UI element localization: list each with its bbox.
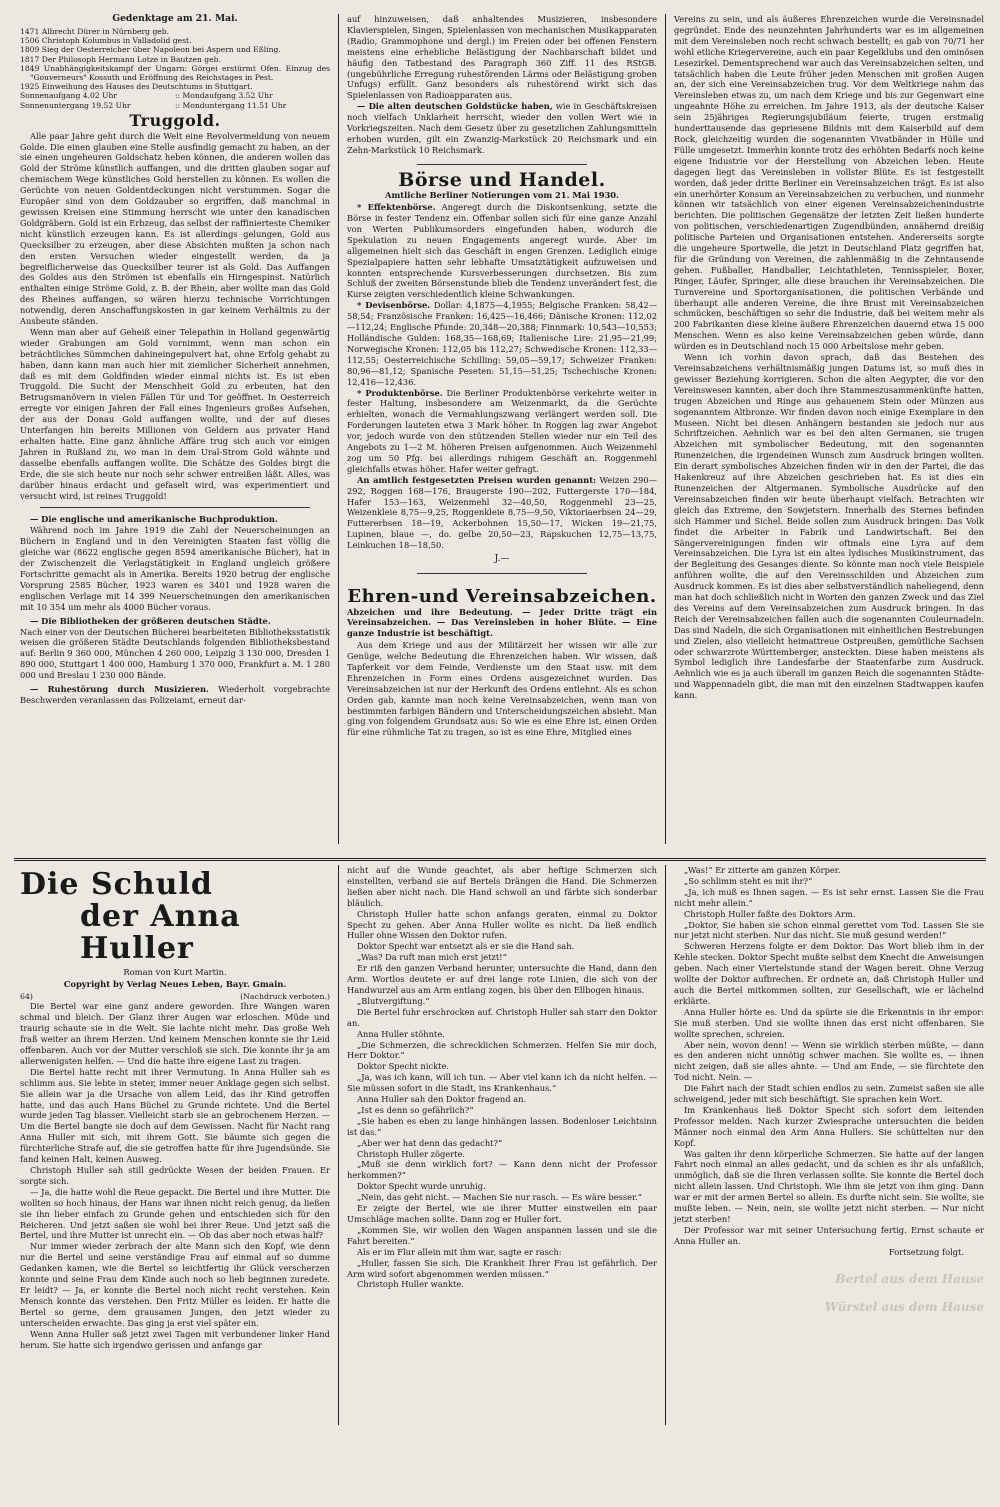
novel-paragraph: „Ja, ich muß es Ihnen sagen. — Es ist sehr ernst. Lassen Sie die Frau nicht mehr allein.“ — [674, 886, 984, 908]
anniversary-item: 1849 Unabhängigkeitskampf der Ungarn: Görgei erstürmt Ofen. Einzug des "Gouverneurs" Kossuth und Eröffnung des Reichstages in Pest. — [20, 63, 330, 82]
sunrise: Sonnenaufgang 4.02 Uhr — [20, 91, 117, 101]
noise-continuation: auf hinzuweisen, daß anhaltendes Musizieren, insbesondere Klavierspielen, Singen, Spielenlassen von mechanischen Musikapparaten (Radio, Grammophone und dergl.) im Freien oder bei offenen Fenstern meistens eine erhebliche Belästigung der Nachbarschaft bildet und häufig den Tatbestand des Paragraph 360 Ziff. 11 des RStGB. (ungebührliche Erregung ruhestörenden Lärms oder Belästigung groben Unfugs) erfüllt. Ganz besonders als ruhestörend wirkt sich das Spielenlassen von Radioapparaten aus. — [347, 14, 657, 101]
column-2 — [341, 14, 663, 844]
column-rule — [338, 14, 339, 844]
novel-column-3 — [668, 865, 990, 1425]
faded-bleedthrough-2: Würstel aus dem Hause — [824, 1299, 984, 1314]
novel-paragraph: „Was? Da ruft man mich erst jetzt!“ — [357, 952, 507, 963]
faded-bleedthrough-1: Bertel aus dem Hause — [835, 1271, 984, 1286]
novel-paragraph: Die Bertel war eine ganz andere geworden. Ihre Wangen waren schmal und bleich. Der Glanz ihrer Augen war erloschen. Müde und traurig schaute sie in die Welt. Sie lachte nicht mehr. Das große Weh fraß weiter an ihrem Herzen. Und keinem Menschen konnte sie ihr Leid offenbaren. Auch vor der Mutter verschloß sie sich. Die konnte ihr ja am allerwenigsten helfen. — Und die hatte ihre eigene Last zu tragen. — [20, 1001, 330, 1066]
anniversary-item: 1817 Der Philosoph Hermann Lotze in Bautzen geb. — [20, 54, 221, 64]
novel-paragraph: Anna Huller sah den Doktor fragend an. — [357, 1094, 527, 1105]
reprint-notice: (Nachdruck verboten.) — [240, 991, 330, 1001]
novel-paragraph: Aber nein, wovon denn! — Wenn sie wirklich sterben müßte, — dann es den anderen nicht unnötig schwer machen. Sie wollte es, — ihnen nicht zeigen, daß sie alles ahnte. — Und am Ende, — sie fürchtete den Tod nicht. Nein. — — [674, 1039, 984, 1083]
novel-paragraph: Schweren Herzens folgte er dem Doktor. Das Wort blieb ihm in der Kehle stecken. Doktor Specht mußte selbst dem Knecht die Anweisungen geben. Nach einer Viertelstunde stand der Wagen bereit. Ohne Verzug wollte der Doktor aufbrechen. Er ordnete an, daß Christoph Huller und auch die Bertel mitkommen sollten, zur Gesellschaft, wie er lächelnd erklärte. — [674, 941, 984, 1006]
produce-paragraph: Die Berliner Produktenbörse verkehrte weiter in fester Haltung, insbesondere am Weizenmarkt, da die Gerüchte erhielten, wonach die Vermahlungszwang verlängert werden soll. Die Forderungen lauteten etwa 3 Mark höher. In Roggen lag zwar Angebot vor, jedoch wurde von den stützenden Stellen wieder nur ein Teil des Angebots zu 1—2 M. höheren Preisen aufgenommen. Auch Weizenmehl zog um 50 Pfg. bei allerdings ruhigem Geschäft an. Roggenmehl gleichfalls etwas höher. Hafer weiter gefragt. — [347, 387, 657, 474]
securities-label: * Effektenbörse. — [357, 202, 436, 213]
badges-title: Ehren-und Vereinsabzeichen. — [347, 586, 657, 607]
libraries-paragraph: Nach einer von der Deutschen Bücherei bearbeiteten Bibliotheksstatistik weisen die größeren Städte Deutschlands folgenden Bibliotheksbestand auf: Berlin 9 360 000, München 4 260 000, Leipzig 3 130 000, Dresden 1 890 000, Stuttgart 1 400 000, Hamburg 1 370 000, Frankfurt a. M. 1 280 000 und Breslau 1 230 000 Bände. — [20, 626, 330, 681]
novel-paragraph: „Aber wer hat denn das gedacht?“ — [357, 1137, 503, 1148]
astronomy-times — [20, 91, 330, 109]
column-rule — [665, 865, 666, 1425]
column-1 — [14, 14, 336, 844]
anniversary-item: 1809 Sieg der Oesterreicher über Napoleon bei Aspern und Eßling. — [20, 45, 281, 55]
currency-label: * Devisenbörse. — [357, 300, 431, 311]
divider — [417, 573, 587, 574]
anniversaries-title: Gedenktage am 21. Mai. — [112, 14, 238, 24]
novel-paragraph: Anna Huller hörte es. Und da spürte sie die Erkenntnis in ihr empor: Sie muß sterben. Und sie wollte ihnen das erst nicht offenbaren. Sie wollte sprechen, schreien. — [674, 1006, 984, 1039]
novel-paragraph: „Ja, was ich kann, will ich tun. — Aber viel kann ich da nicht helfen. — Sie müssen sofort in die Stadt, ins Krankenhaus.“ — [347, 1072, 657, 1094]
badges-paragraph: Aus dem Kriege und aus der Militärzeit her wissen wir alle zur Genüge, welche Bedeutung die Ehrenzeichen haben. Wir wissen, daß Tapferkeit vor dem Feinde, Verdienste um den Staat usw. mit dem Ehrenzeichen in Form eines Ordens ausgezeichnet wurden. Das Vereinsabzeichen ist nur der Herkunft des Ordens entlehnt. Als es schon Orden gab, kannte man noch keine Vereinsabzeichen, wenn man von bestimmten farbigen Bändern und Unterscheidungszeichen absieht. Man ging von folgendem Grundsatz aus: So wie es eine Ehre ist, einen Orden für eine rühmliche Tat zu tragen, so ist es eine Ehre, Mitglied eines — [347, 640, 657, 738]
novel-paragraph: Die Bertel fuhr erschrocken auf. Christoph Huller sah starr den Doktor an. — [347, 1006, 657, 1028]
novel-paragraph: Im Krankenhaus ließ Doktor Specht sich sofort dem leitenden Professor melden. Nach kurzer Zwiesprache untersuchten die beiden Männer noch einmal den Arm Anna Hullers. Sie schüttelten nur den Kopf. — [674, 1104, 984, 1148]
novel-paragraph: „Nein, das geht nicht. — Machen Sie nur rasch. — Es wäre besser.“ — [357, 1192, 642, 1203]
book-production-title: — Die englische und amerikanische Buchproduktion. — [30, 514, 278, 525]
section-rule — [14, 858, 986, 861]
truggold-paragraph: Wenn man aber auf Geheiß einer Telepathin in Holland gegenwärtig wieder Grabungen am Gold vornimmt, wenn man schon ein beträchtliches Sümmchen dahineingepulvert hat, ohne Erfolg gehabt zu haben, dann kann man auch hier mit ziemlicher Sicherheit annehmen, daß es mit dem Goldfinden wieder einmal nichts ist. Es ist eben Truggold. Die Sucht der Menschheit Gold zu erbeuten, hat den Betrugsmanövern in vielen Fällen Tür und Tor geöffnet. In Oesterreich erregte vor einigen Jahren der Fall eines Ingenieurs großes Aufsehen, der aus der Donau Gold auffangen wollte, und der auf dieses Unterfangen hin bereits Millionen von Geldern aus privater Hand erhalten hatte. Eine ganz ähnliche Affäre trug sich auch vor einigen Jahren in Rußland zu, wo man in dem Ural-Strom Gold wähnte und dasselbe ebenfalls auffangen wollte. Die Schätze des Goldes birgt die Erde, die sie sich heute nur noch sehr schwer entreißen läßt. Alles, was darüber hinaus erdacht und gefaselt wird, was experimentiert und versucht wird, ist reines Truggold! — [20, 326, 330, 501]
anniversary-item: 1471 Albrecht Dürer in Nürnberg geb. — [20, 26, 170, 36]
divider — [417, 164, 587, 165]
novel-paragraph: Anna Huller stöhnte. — [357, 1028, 445, 1039]
securities-paragraph: Angeregt durch die Diskontsenkung, setzte die Börse in fester Tendenz ein. Offenbar sollen sich für eine ganze Anzahl von Werten Publikumsorders eingefunden haben, wodurch die Spekulation zu neuen Engagements angeregt wurde. Aber im allgemeinen hielt sich das Geschäft in engen Grenzen. Lediglich einige Spezialpapiere hatten sehr lebhafte Umsatztätigkeit aufzuweisen und konnten entsprechende Kursverbesserungen durchsetzen. Bis zum Schluß der zweiten Börsenstunde blieb die Tendenz unverändert fest, die Kurse zeigten verschiedentlich kleine Schwankungen. — [347, 202, 658, 300]
novel-paragraph: „Ist es denn so gefährlich?“ — [357, 1104, 474, 1115]
novel-paragraph: Doktor Specht wurde unruhig. — [357, 1181, 486, 1192]
currency-paragraph: Dollar: 4,1875—4,1955; Belgische Franken: 58,42—58,54; Französische Franken: 16,425—16,466; Dänische Kronen: 112,02—112,24; Englische Pfunde: 20,348—20,388; Finnmark: 10,543—10,553; Holländische Gulden: 168,35—168,69; Italienische Lire: 21,95—21,99; Norwegische Kronen: 112,05 bis 112,27; Schwedische Kronen: 112,33—112,55; Oesterreichische Schilling: 59,05—59,17; Schweizer Franken: 80,96—81,12; Spanische Peseten: 51,15—51,25; Tschechische Kronen: 12,416—12,436. — [347, 300, 658, 387]
novel-paragraph: Christoph Huller faßte des Doktors Arm. — [684, 908, 856, 919]
novel-paragraph: Nur immer wieder zerbrach der alte Mann sich den Kopf, wie denn nur die Bertel und seine verständige Frau auf einmal auf so dumme Gedanken kamen, wie die Bertel so leichtfertig ihr Glück verscherzen konnte und seine Frau dem Kinde auch noch so lieb beginnen zuredete. Er leidt? — Ja, er konnte die Bertel noch nicht recht verstehen. Kein Mensch konnte das verstehen. Den Fritz Müller es leiden. Er hatte die Bertel so gerne, dem grausamen Jungen, den jetzt wieder zu unterscheiden erwachte. Das ging ja erst viel später ein. — [20, 1241, 330, 1328]
truggold-paragraph: Alle paar Jahre geht durch die Welt eine Revolvermeldung von neuem Golde. Die einen glauben eine Stelle ausfindig gemacht zu haben, an der sie einen ungeheuren Goldschatz heben können, die anderen wollen das Gold der Ströme künstlich auffangen, und die dritten glauben sogar auf chemischem Wege künstliches Gold herstellen zu können. Es wollen die Gerüchte von neuen Goldentdeckungen nicht verstummen. Sogar die Europäer sind von dem Goldzauber so ergriffen, daß manchmal in gewissen Kreisen eine Stimmung herrscht wie unter den kanadischen Goldgräbern. Gold ist ein Erbzeug, das selbst der raffinierteste Chemiker nicht künstlich erzeugen kann. Es ist allerdings gelungen, Gold aus Quecksilber zu erzeugen, aber diese Absichten mußten ja schon nach den ersten Versuchen wieder eingestellt werden, da ja begreiflicherweise das Quecksilber teurer ist als Gold. Das Auffangen des Goldes aus den Strömen ist ebenfalls ein Hirngespinst. Natürlich enthalten einige Ströme Gold, z. B. der Rhein, aber wollte man das Gold des Rheines auffangen, so wären hierzu technische Vorrichtungen notwendig, deren Anschaffungskosten in gar keinem Verhältnis zu der Ausbeute ständen. — [20, 130, 330, 327]
novel-column-2 — [341, 865, 663, 1425]
gold-coins-paragraph: wie in Geschäftskreisen noch vielfach Unklarheit herrscht, wieder den vollen Wert wie in Vorkriegszeiten. Nach dem Gesetz über zu gesetzlichen Zahlungsmitteln erhoben wurden, gilt ein Zwanzig-Markstück 20 Reichsmark und ein Zehn-Markstück 10 Reichsmark. — [347, 101, 658, 155]
top-section — [14, 14, 986, 844]
badges-continuation: Vereins zu sein, und als äußeres Ehrenzeichen wurde die Vereinsnadel gegründet. Ende des neunzehnten Jahrhunderts war es im allgemeinen mit dem Vereinsleben noch recht schwach bestellt; es gab von 70/71 her wohl etliche Kriegervereine, auch ein paar Kegelklubs und den ominösen Lesezirkel. Dementsprechend war auch das Vereinsabzeichen selten, und tatsächlich haben die Leute früher jeden Menschen mit großen Augen an, der sich eine Vereinsabzeichen trug. Vor dem Weltkriege nahm das Vereinsleben etwas zu, um nach dem Kriege und bis zur Gegenwart eine ungeahnte Höhe zu erreichen. Im Jahre 1913, als der deutsche Kaiser sein 25jähriges Regierungsjubiläum feierte, trugen erstmalig hunderttausende das gepriesene Bildnis mit dem Kaiserbild auf dem Rock, gleichzeitig wurden die sogenannten Vivatbänder in Hülle und Fülle umgesetzt. Immerhin konnte trotz des erhöhten Bedarfs noch keine eigene Industrie vor der Herstellung von Abzeichen leben. Heute dagegen liegt das Vereinsleben in vollster Blüte. Es ist festgestellt worden, daß jeder dritte Berliner ein Vereinsabzeichen trägt. Es ist also ein unerhörter Konsum an Vereinsabzeichen zu verbuchen, und nunmehr können wir tatsächlich von einer eigenen Vereinsabzeichenindustrie berichten. Die politischen Gegensätze der letzten Zeit ließen hunderte von politischen, verschiedenartigen Zugendbünden, annähernd dreißig politische Parteien und Organisationen entstehen. Andererseits sorgte die ungeheure Sportwelle, die jetzt in Deutschland Platz gegriffen hat, für die Gründung von Vereinen, die zahlenmäßig in die Zehntausende gehen. Fußballer, Handballer, Leichtathleten, Tennisspieler, Boxer, Ringer, Läufer, Springer, alle diese brauchen ihr Vereinsabzeichen. Die Turnvereine und Sportorganisationen, die politischen Verbände und überhaupt alle anderen Vereine, die ihre Brust mit Vereinsabzeichen schmücken, beschäftigen so sehr die Industrie, daß bei weitem mehr als 200 Fabrikanten diese kleine äußere Ehrenzeichen dauernd etwa 15 000 Menschen. Wenn es also keine Vereinsabzeichen geben würde, dann würden es in Deutschland noch 15 000 Arbeitslose mehr geben. — [674, 14, 984, 352]
column-rule — [338, 865, 339, 1425]
novel-title-line-2: der Anna Huller — [80, 899, 241, 966]
novel-paragraph: Er riß den ganzen Verband herunter, untersuchte die Hand, dann den Arm. Wortlos deutete er auf drei lange rote Linien, die sich von der Handwurzel aus am Arm entlang zogen, bis über den Ellbogen hinaus. — [347, 963, 657, 995]
produce-label: * Produktenbörse. — [357, 387, 443, 398]
novel-paragraph: „So schlimm steht es mit ihr?“ — [684, 875, 813, 886]
novel-paragraph: „Sie haben es eben zu lange hinhängen lassen. Bodenloser Leichtsinn ist das.“ — [347, 1115, 657, 1137]
official-prices-paragraph: Weizen 290—292, Roggen 168—176, Braugerste 190—202, Futtergerste 170—184, Hafer 153—163, Weizenmehl 32—40,50, Roggenmehl 23—25, Weizenkleie 8,75—9,25, Roggenkleie 8,75—9,50, Viktoriaerbsen 24—29, Futtererbsen 18—19, Ackerbohnen 15,50—17, Wicken 19—21,75, Lupinen, blaue —, do. gelbe 20,50—23, Rapskuchen 12,75—13,75, Leinkuchen 18—18,50. — [347, 474, 657, 551]
column-rule — [665, 14, 666, 844]
installment-number: 64) — [20, 991, 33, 1001]
stock-exchange-subtitle: Amtliche Berliner Notierungen vom 21. Mai 1930. — [385, 189, 619, 200]
gold-coins-title: — Die alten deutschen Goldstücke haben, — [357, 101, 553, 112]
to-be-continued: Fortsetzung folgt. — [888, 1246, 964, 1257]
novel-paragraph: „Huller, fassen Sie sich. Die Krankheit Ihrer Frau ist gefährlich. Der Arm wird sofort abgenommen werden müssen.“ — [347, 1257, 657, 1279]
novel-section — [14, 865, 986, 1425]
column-3 — [668, 14, 990, 844]
novel-paragraph: Christoph Huller zögerte. — [357, 1148, 466, 1159]
novel-meta — [20, 992, 330, 1002]
novel-paragraph: Doktor Specht nickte. — [357, 1061, 450, 1072]
badges-subtitle: Abzeichen und ihre Bedeutung. — Jeder Dritte trägt ein Vereinsabzeichen. — Das Vereinsleben in hoher Blüte. — Eine ganze Industrie ist beschäftigt. — [347, 606, 657, 638]
moonrise: :: Mondaufgang 3.52 Uhr — [175, 91, 273, 101]
anniversary-item: 1506 Christoph Kolumbus in Valladolid gest. — [20, 36, 192, 46]
novel-paragraph: nicht auf die Wunde geachtet, als aber heftige Schmerzen sich einstellten, verband sie auf Bertels Drängen die Hand. Die Schmerzen ließen aber nicht nach. Die Hand schwoll an und färbte sich sonderbar bläulich. — [347, 865, 657, 908]
noise-paragraph: Wiederholt vorgebrachte Beschwerden veranlassen das Polizeiamt, erneut dar- — [20, 684, 330, 705]
stock-exchange-title: Börse und Handel. — [398, 168, 606, 191]
anniversary-item: 1925 Einweihung des Hauses des Deutschtums in Stuttgart. — [20, 82, 253, 92]
novel-paragraph: Christoph Huller wankte. — [357, 1279, 464, 1290]
badges-paragraph: Wenn ich vorhin davon sprach, daß das Bestehen des Vereinsabzeichens verhältnismäßig jungen Datums ist, so muß dies in gewisser Beziehung korrigieren. Schon die alten Aegypter, die vor den Vereinswesen kannten, aber doch ihre Stammeszusammenkünfte hatten, trugen Abzeichen und Ringe aus gehauenem Stein oder Münzen aus sogenanntem Altbronze. Wir finden davon noch einige Exemplare in den Museen. Nicht bei diesen Anhängern bestanden sie jedoch nur aus Schriftzeichen. Aehnlich war es bei den alten Germanen, sie trugen Abzeichen mit symbolischer Bedeutung, mit den sogenannten Runenzeichen, die irgendeinen Wunsch zum Ausdruck bringen wollten. Ein derart symbolisches Abzeichen finden wir in den der Partei, die das Hakenkreuz auf ihre Abzeichen geschrieben hat. Es ist dies ein Runenzeichen der Altgermanen. Symbolische Ausdrücke auf den Vereinsabzeichen finden wir heute überhaupt vielfach. Betrachten wir gleich das Extreme, den Sowjetstern. Innerhalb des Sternes befinden sich Hammer und Sichel. Beide sollen zum Ausdruck bringen: Das Volk findet die Arbeiter in Fabrik und Landwirtschaft. Bei den Sängervereinigungen finden wir oftmals eine Lyra auf dem Vereinsabzeichen. Die Lyra ist ein altes lydisches Musikinstrument, das der Begleitung des Gesanges diente. So könnte man noch viele Beispiele anführen wollte, die auf den Vereinsschilden und Abzeichen zum Ausdruck kommen. Es ist dies aber selbstverständlich naheliegend, denn man hat doch schließlich nicht in Worten den ganzen Zweck und das Ziel des Vereins auf dem Vereinsabzeichen zum Ausdruck bringen. In das Reich der Vereinsabzeichen fallen auch die sogenannten Couleurnadeln. Das sind Nadeln, die sich Organisationen mit einheitlichen Bestrebungen und Zielen, also vielleicht heimattreue Ostpreußen, gemütliche Sachsen oder schwarzrote Württemberger, ansteckten. Diese haben meistens als Symbol lediglich ihre Landesfarbe der Staatenfarbe zum Ausdruck. Aehnlich wie es ja auch überall im ganzen Reich die sogenannten Städte- und Wappennadeln gibt, die man mit den einzelnen Stadtwappen kaufen kann. — [674, 352, 984, 701]
novel-paragraph: Er zeigte der Bertel, wie sie ihrer Mutter einstweilen ein paar Umschläge machen sollte. Dann zog er Huller fort. — [347, 1203, 657, 1224]
novel-title-line-1: Die Schuld — [20, 867, 213, 902]
novel-column-1 — [14, 865, 336, 1425]
novel-paragraph: Die Fahrt nach der Stadt schien endlos zu sein. Zumeist saßen sie alle schweigend, jeder mit sich beschäftigt. Sie sprachen kein Wort. — [674, 1083, 984, 1105]
novel-paragraph: „Muß sie denn wirklich fort? — Kann denn nicht der Professor herkommen?“ — [347, 1159, 657, 1181]
novel-title — [20, 869, 330, 965]
truggold-title: Truggold. — [129, 110, 221, 130]
novel-paragraph: Christoph Huller hatte schon anfangs geraten, einmal zu Doktor Specht zu gehen. Aber Anna Huller wollte es nicht. Da ließ endlich Huller ohne Wissen den Doktor rufen. — [347, 908, 657, 941]
novel-paragraph: „Was!“ Er zitterte am ganzen Körper. — [684, 865, 841, 875]
moonset: :: Monduntergang 11.51 Uhr — [175, 100, 287, 110]
libraries-title: — Die Bibliotheken der größeren deutschen Städte. — [30, 615, 271, 626]
divider — [40, 507, 310, 508]
novel-copyright: Copyright by Verlag Neues Leben, Bayr. Gmain. — [63, 979, 287, 990]
novel-paragraph: Als er im Flur allein mit ihm war, sagte er rasch: — [357, 1246, 562, 1257]
book-production-paragraph: Während noch im Jahre 1919 die Zahl der Neuerscheinungen an Büchern in England und in den Vereinigten Staaten fast völlig die gleiche war (8622 englische gegen 8594 amerikanische Bücher), hat in der Zwischenzeit die Verlagstätigkeit in England ungleich größere Fortschritte gemacht als in Amerika. Bereits 1920 betrug der englische Vorsprung 2585 Bücher, 1923 waren es 3401 und 1928 waren die englischen Verlage mit 14 399 Neuerscheinungen den amerikanischen mit 10 354 um mehr als 4000 Bücher voraus. — [20, 525, 330, 612]
novel-paragraph: Der Professor war mit seiner Untersuchung fertig. Ernst schaute er Anna Huller an. — [674, 1224, 984, 1246]
novel-paragraph: „Kommen Sie, wir wollen den Wagen anspannen lassen und sie die Fahrt bereiten.“ — [347, 1224, 657, 1246]
novel-paragraph: Wenn Anna Huller saß jetzt zwei Tagen mit verbundener linker Hand herum. Sie hatte sich irgendwo gerissen und anfangs gar — [20, 1328, 330, 1350]
novel-paragraph: Doktor Specht war entsetzt als er sie die Hand sah. — [357, 941, 575, 952]
novel-paragraph: „Die Schmerzen, die schrecklichen Schmerzen. Helfen Sie mir doch, Herr Doktor.“ — [347, 1039, 657, 1061]
novel-author: Roman von Kurt Martin. — [123, 967, 227, 977]
novel-paragraph: Was galten ihr denn körperliche Schmerzen. Sie hatte auf der langen Fahrt noch einmal an alles gedacht, und da schien es ihr als unfaßlich, unmöglich, daß sie die Ihren verlassen sollte. Sie konnte die Bertel doch nicht allein lassen. Und Christoph. Wie ihm sie jetzt von ihm ging. Dann war er mit der armen Bertel so allein. Es durfte nicht sein. Sie wollte, sie mußte leben. — Nein, nein, sie wollte jetzt nicht sterben. — Nur nicht jetzt sterben! — [674, 1148, 984, 1224]
novel-paragraph: Die Bertel hatte recht mit ihrer Vermutung. In Anna Huller sah es schlimm aus. Sie lebte in steter, immer neuer Anklage gegen sich selbst. Sie allein war ja die Ursache von allem Leid, das ihr Kind getroffen hatte, und das auch Hans Büchel zu Grunde richtete. Und die Bertel wurde jeden Tag blasser. Vielleicht starb sie an gebrochenem Herzen. — Um die Bertel bangte sie doch auf dem Gewissen. Nacht für Nacht rang Anna Huller mit sich, mit ihrem Gott. Sie bäumte sich gegen die fürchterliche Strafe auf, die sie getroffen hatte für ihre Jugendsünde. Sie fand keinen Halt, keinen Ausweg. — [20, 1066, 330, 1165]
anniversaries-list — [20, 27, 330, 91]
noise-title: — Ruhestörung durch Musizieren. — [30, 684, 209, 695]
author-signature: J.— — [494, 554, 510, 565]
novel-paragraph: — Ja, die hatte wohl die Reue gepackt. Die Bertel und ihre Mutter. Die wollten so hoch hinaus, der Hans war ihnen nicht reich genug, da ließen sie ihn lieber einfach zu Grunde gehen und entschieden sich für den Reicheren. Und jetzt saßen sie wohl bei ihrer Reue. Und jetzt saß die Bertel, und ihre Mutter ist unrecht ein. — Ob das aber noch etwas half? — [20, 1186, 330, 1241]
official-prices-label: An amtlich festgesetzten Preisen wurden genannt: — [357, 474, 597, 485]
novel-paragraph: „Doktor, Sie haben sie schon einmal gerettet vom Tod. Lassen Sie sie nur jetzt nicht sterben. Nur das nicht. Sie muß gesund werden!“ — [674, 919, 984, 941]
novel-paragraph: „Blutvergiftung.“ — [357, 995, 430, 1006]
novel-paragraph: Christoph Huller sah still gedrückte Wesen der beiden Frauen. Er sorgte sich. — [20, 1165, 330, 1186]
sunset: Sonnenuntergang 19.52 Uhr — [20, 100, 131, 110]
